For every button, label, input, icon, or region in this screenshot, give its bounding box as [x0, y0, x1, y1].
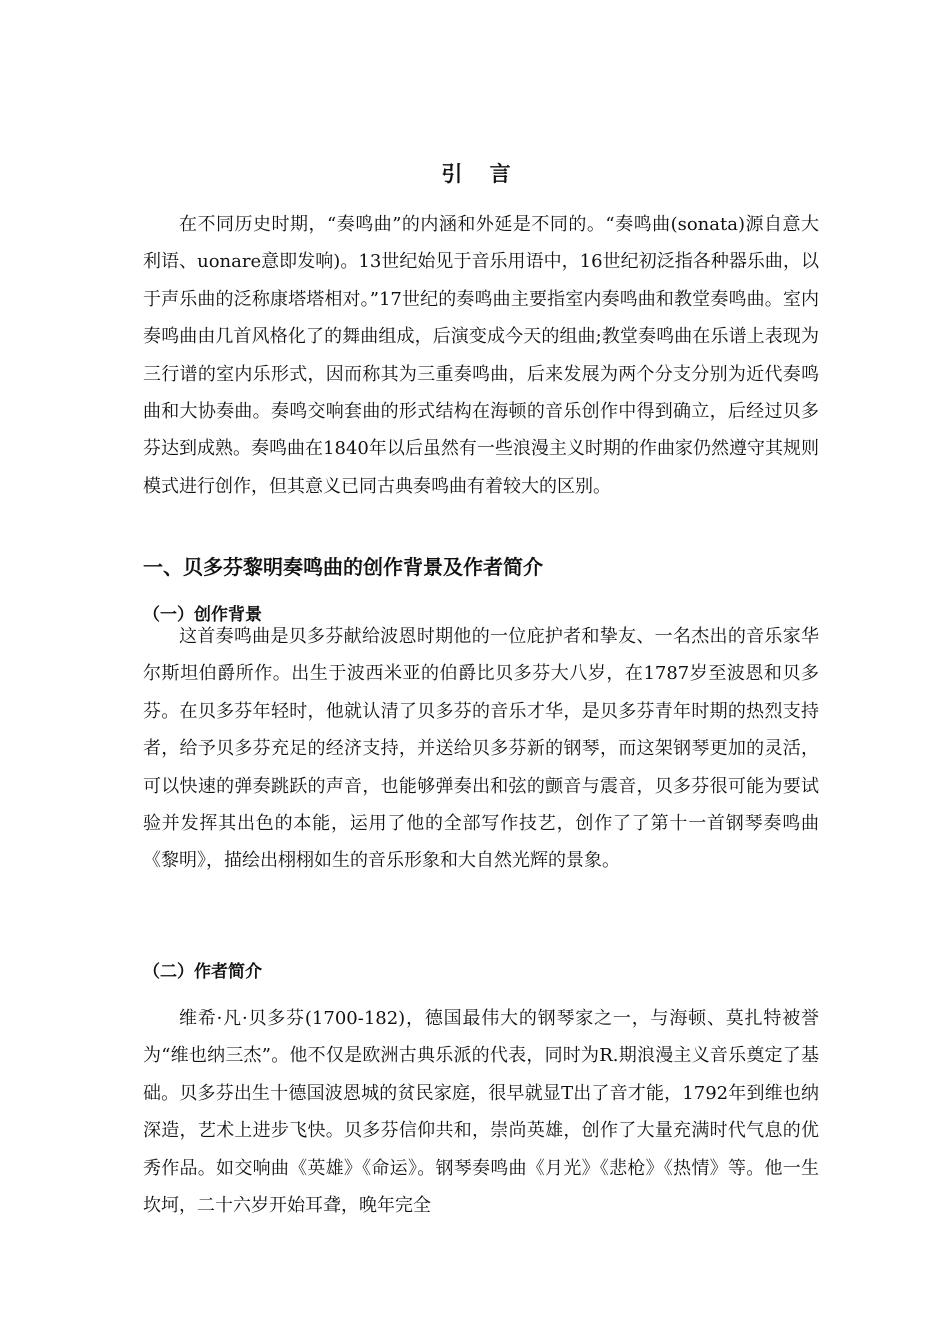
section-heading: 一、贝多芬黎明奏鸣曲的创作背景及作者简介 — [143, 555, 543, 579]
page-title: 引 言 — [441, 162, 521, 186]
subsection-heading-author: （二）作者简介 — [143, 962, 262, 982]
intro-paragraph: 在不同历史时期，“奏鸣曲”的内涵和外延是不同的。“奏鸣曲(sonata)源自意大利语、uonare意即发响)。13世纪始见于音乐用语中，16世纪初泛指各种器乐曲，以于声乐曲的泛称康塔塔相对。”17世纪的奏鸣曲主要指室内奏鸣曲和教堂奏鸣曲。室内奏鸣曲由几首风格化了的舞曲组成，后演变成今天的组曲;教堂奏鸣曲在乐谱上表现为三行谱的室内乐形式，因而称其为三重奏鸣曲，后来发展为两个分支分别为近代奏鸣曲和大协奏曲。奏鸣交响套曲的形式结构在海顿的音乐创作中得到确立，后经过贝多芬达到成熟。奏鸣曲在1840年以后虽然有一些浪漫主义时期的作曲家仍然遵守其规则模式进行创作，但其意义已同古典奏鸣曲有着较大的区别。 — [143, 214, 819, 497]
author-paragraph: 维希·凡·贝多芬(1700-182)，德国最伟大的钢琴家之一，与海顿、莫扎特被誉为“维也纳三杰”。他不仅是欧洲古典乐派的代表，同时为R.期浪漫主义音乐奠定了基础。贝多芬出生十德国波恩城的贫民家庭，很早就显T出了音才能，1792年到维也纳深造，艺术上进步飞快。贝多芬信仰共和，崇尚英雄，创作了大量充满时代气息的优秀作品。如交响曲《英雄》《命运》。钢琴奏鸣曲《月光》《悲枪》《热情》等。他一生坎坷，二十六岁开始耳聋，晚年完全 — [143, 1008, 819, 1217]
subsection-heading-background: （一）创作背景 — [143, 605, 262, 625]
background-paragraph: 这首奏鸣曲是贝多芬献给波恩时期他的一位庇护者和挚友、一名杰出的音乐家华尔斯坦伯爵所作。出生于波西米亚的伯爵比贝多芬大八岁，在1787岁至波恩和贝多芬。在贝多芬年轻时，他就认清了贝多芬的音乐才华，是贝多芬青年时期的热烈支持者，给予贝多芬充足的经济支持，并送给贝多芬新的钢琴，而这架钢琴更加的灵活，可以快速的弹奏跳跃的声音，也能够弹奏出和弦的颤音与震音，贝多芬很可能为要试验并发挥其出色的本能，运用了他的全部写作技艺，创作了了第十一首钢琴奏鸣曲《黎明》，描绘出栩栩如生的音乐形象和大自然光辉的景象。 — [143, 626, 819, 872]
